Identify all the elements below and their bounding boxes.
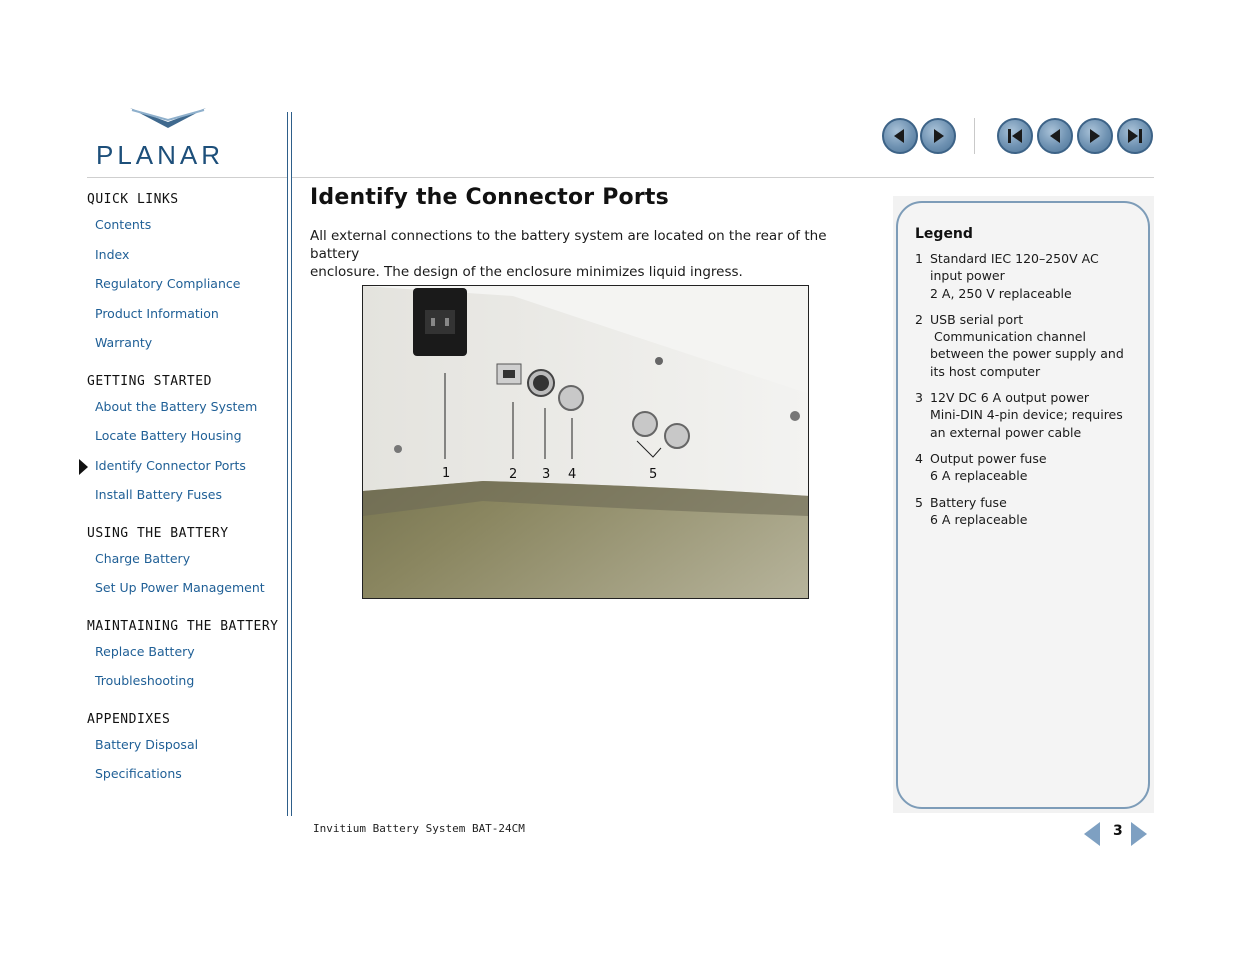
sidebar-link-regulatory-compliance[interactable]: Regulatory Compliance	[95, 276, 241, 291]
legend-line: Output power fuse	[930, 450, 1047, 466]
planar-logo	[92, 106, 252, 168]
legend-item-text	[930, 389, 1130, 441]
legend-line: 6 A replaceable	[930, 511, 1028, 527]
current-page-marker-icon	[79, 459, 88, 475]
header-divider	[292, 177, 1154, 178]
sidebar-link-set-up-power-management[interactable]: Set Up Power Management	[95, 580, 265, 595]
legend-title: Legend	[915, 226, 973, 242]
callout-label-3: 3	[542, 467, 551, 482]
section-heading: MAINTAINING THE BATTERY	[87, 618, 279, 634]
legend-line: 2 A, 250 V replaceable	[930, 285, 1072, 301]
sidebar-link-warranty[interactable]: Warranty	[95, 335, 153, 350]
legend-item-number: 4	[915, 450, 923, 466]
legend-item	[915, 250, 1130, 302]
legend-item-text	[930, 450, 1130, 485]
sidebar-link-locate-battery-housing[interactable]: Locate Battery Housing	[95, 428, 242, 443]
legend-line: an external power cable	[930, 424, 1082, 440]
legend-line: USB serial port	[930, 311, 1024, 327]
sidebar-section-appendixes	[87, 710, 287, 789]
sidebar-link-charge-battery[interactable]: Charge Battery	[95, 550, 191, 566]
footer-next-page-icon[interactable]	[1131, 822, 1147, 846]
legend-line: input power	[930, 268, 1005, 284]
last-page-icon	[1125, 126, 1145, 146]
sidebar	[87, 190, 287, 789]
sidebar-section-maintaining-the-battery	[87, 617, 287, 696]
legend-line: Mini-DIN 4-pin device; requires	[930, 407, 1123, 423]
sidebar-rule-2	[291, 112, 292, 816]
section-heading: GETTING STARTED	[87, 373, 212, 389]
planar-logo-mark-icon	[122, 106, 214, 136]
sidebar-link-index[interactable]: Index	[95, 246, 130, 262]
section-heading: APPENDIXES	[87, 711, 171, 727]
page-title: Identify the Connector Ports	[310, 185, 669, 210]
legend-item	[915, 311, 1130, 380]
legend-item-number: 2	[915, 311, 923, 327]
legend-line: Standard IEC 120–250V AC	[930, 251, 1099, 266]
sidebar-link-specifications[interactable]: Specifications	[95, 766, 182, 781]
legend-line: Battery fuse	[930, 494, 1007, 510]
sidebar-link-identify-connector-ports[interactable]	[87, 451, 287, 481]
footer-doc-title: Invitium Battery System BAT-24CM	[313, 822, 525, 835]
callout-label-4: 4	[568, 467, 577, 482]
intro-line: enclosure. The design of the enclosure minimizes liquid ingress.	[310, 264, 743, 280]
sidebar-link-about-battery-system[interactable]: About the Battery System	[95, 398, 258, 414]
battery-enclosure-illustration	[363, 286, 809, 599]
legend-line: its host computer	[930, 363, 1041, 379]
section-heading: USING THE BATTERY	[87, 525, 229, 541]
section-heading: QUICK LINKS	[87, 192, 179, 207]
callout-label-5: 5	[649, 467, 658, 482]
first-page-icon	[1005, 126, 1025, 146]
header-divider-left	[87, 177, 287, 178]
nav-separator	[974, 118, 975, 154]
sidebar-rule-1	[287, 112, 288, 816]
legend-line: Communication channel	[930, 329, 1086, 345]
legend-item-number: 1	[915, 251, 923, 266]
page-number: 3	[1113, 823, 1123, 839]
sidebar-section-quick-links	[87, 190, 287, 358]
legend-item	[915, 494, 1130, 529]
legend-item-number: 5	[915, 494, 923, 510]
back-arrow-icon	[890, 126, 910, 146]
back-button[interactable]	[882, 118, 918, 154]
logo-text: PLANAR	[96, 140, 225, 170]
previous-page-icon	[1045, 126, 1065, 146]
sidebar-link-battery-disposal[interactable]: Battery Disposal	[95, 736, 199, 752]
sidebar-section-using-the-battery	[87, 524, 287, 603]
connector-ports-photo	[362, 285, 809, 599]
next-page-icon	[1085, 126, 1105, 146]
sidebar-link-product-information[interactable]: Product Information	[95, 305, 219, 321]
legend-line: 12V DC 6 A output power	[930, 390, 1090, 406]
legend-item-text	[930, 494, 1130, 529]
intro-line: All external connections to the battery system are located on the rear of the battery	[310, 228, 827, 262]
legend-list	[915, 250, 1130, 537]
callout-label-1: 1	[442, 466, 451, 481]
callout-label-2: 2	[509, 467, 518, 482]
forward-button[interactable]	[920, 118, 956, 154]
first-page-button[interactable]	[997, 118, 1033, 154]
legend-line: 6 A replaceable	[930, 468, 1028, 484]
sidebar-link-contents[interactable]: Contents	[95, 217, 152, 232]
legend-item-text	[930, 311, 1130, 380]
legend-line: between the power supply and	[930, 346, 1124, 362]
sidebar-link-troubleshooting[interactable]: Troubleshooting	[95, 673, 195, 688]
sidebar-link-replace-battery[interactable]: Replace Battery	[95, 643, 195, 659]
forward-arrow-icon	[928, 126, 948, 146]
sidebar-link-install-battery-fuses[interactable]: Install Battery Fuses	[95, 487, 222, 502]
next-page-button[interactable]	[1077, 118, 1113, 154]
legend-item	[915, 450, 1130, 485]
last-page-button[interactable]	[1117, 118, 1153, 154]
previous-page-button[interactable]	[1037, 118, 1073, 154]
intro-paragraph	[310, 227, 870, 281]
footer-previous-page-icon[interactable]	[1084, 822, 1100, 846]
legend-item-number: 3	[915, 390, 923, 406]
sidebar-link-label: Identify Connector Ports	[95, 457, 246, 473]
legend-item-text	[930, 250, 1130, 302]
legend-item	[915, 389, 1130, 441]
sidebar-section-getting-started	[87, 372, 287, 510]
